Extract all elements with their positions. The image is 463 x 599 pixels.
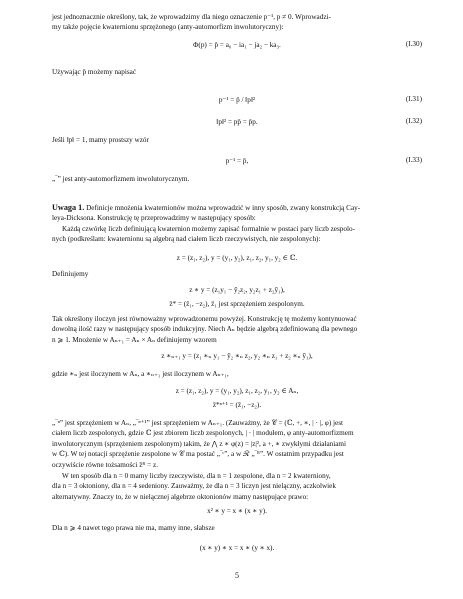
equation-i32: ‖p‖² = pp̄ = p̄p.	[216, 118, 258, 126]
page-number: 5	[235, 571, 239, 580]
equation-inductive-conjugate: z̄*ⁿ⁺¹ = (z̄₁, −z₂).	[212, 401, 262, 409]
paragraph-3: Jeśli ‖p‖ = 1, mamy prostszy wzór	[52, 136, 149, 144]
paragraph-6	[52, 314, 422, 345]
equation-tag-i31: (I.31)	[405, 95, 422, 103]
text-line: leya-Dicksona. Konstrukcję tę przeprowadzimy w następujący sposób:	[52, 214, 256, 223]
equation-i31: p⁻¹ = p̄ / ‖p‖²	[218, 96, 256, 104]
equation-tag-i33: (I.33)	[405, 156, 422, 164]
equation-conjugate: z̄* = (z̄₁, −z₂), z̄₁ jest sprzężeniem zespolonym.	[169, 300, 305, 308]
text-line: oczywiście równe tożsamości z̄ᴿ = z.	[52, 460, 158, 469]
text-line: my także pojęcie kwaternionu sprzężonego (anty-automorfizm inwolutoryczny):	[52, 23, 284, 32]
paragraph-5: Definiujemy	[52, 270, 89, 278]
equation-inductive-product: z ∗ₙ₊₁ y = (z₁ ∗ₙ y₁ − ȳ₂ ∗ₙ z₂, y₂ ∗ₙ z₁ + z₂ ∗ₙ ȳ₁),	[161, 352, 313, 360]
equation-i33: p⁻¹ = p̄,	[225, 157, 249, 165]
remark-line: Uwaga 1. Definicje mnożenia kwaternionów można wprowadzić w inny sposób, zwany konstrukcją Cay-	[52, 203, 361, 212]
text-line: Tak określony iloczyn jest równoważny wprowadzonemu powyżej. Konstrukcję tę możemy kontynuować	[52, 315, 357, 323]
text-line: inwolutorycznym (sprzężeniem zespolonym) takim, że ⋀ z ∗ φ(z) = |z|², a +, ∗ zwykłymi działaniami	[52, 439, 347, 448]
equation-i30: Φ(p) = p̄ = a₀ − ia₁ − ja₂ − ka₃.	[193, 41, 281, 49]
text-line: Każdą czwórkę liczb definiującą kwaternion możemy zapisać formalnie w postaci pary liczb zespolo-	[62, 224, 355, 233]
equation-pair-def: z = (z₁, z₂), y = (y₁, y₂), z₁, z₂, y₁, y₂ ∈ ℂ.	[176, 254, 298, 262]
paragraph-10: Dla n ⩾ 4 nawet tego prawa nie ma, mamy inne, słabsze	[52, 524, 215, 532]
text-line: dla n = 3 oktoniony, dla n = 4 sedeniony. Zauważmy, że dla n = 3 liczyn jest nielączny, aczkolwiek	[52, 482, 336, 491]
paragraph-1	[52, 12, 422, 33]
equation-alternative-law: x² ∗ y = x ∗ (x ∗ y).	[207, 507, 267, 515]
text-line: W ten sposób dla n = 0 mamy liczby rzeczywiste, dla n = 1 zespolone, dla n = 2 kwaterniony,	[62, 472, 331, 480]
equation-tag-i30: (I.30)	[405, 40, 422, 48]
equation-product: z ∗ y = (z₁y₁ − ȳ₂z₂, y₂z₁ + z₂ȳ₁),	[189, 286, 285, 294]
remark-block	[52, 203, 422, 245]
paragraph-8	[52, 418, 422, 470]
paragraph-7: gdzie ∗ₙ jest iloczynem w Aₙ, a ∗ₙ₊₁ jest iloczynem w Aₙ₊₁,	[52, 370, 229, 378]
document-page	[52, 0, 422, 599]
text-line: dowolną ilość razy w następujący sposób indukcyjny. Niech Aₙ będzie algebrą zdefiniowaną dla pewnego	[52, 325, 358, 334]
paragraph-2: Używając p̄ możemy napisać	[52, 68, 137, 76]
paragraph-4: „‾” jest anty-automorfizmem inwolutorycznym.	[52, 175, 190, 183]
text-line: „‾ⁿ” jest sprzężeniem w Aₙ, „‾ⁿ⁺¹” jest sprzężeniem w Aₙ₊₁. (Zauważmy, że 𝒞 = (ℂ, +, ∗, | · |, φ) jest	[52, 419, 343, 427]
text-line: ciałem liczb zespolonych, gdzie ℂ jest zbiorem liczb zespolonych, | · | modułem, φ anty-automorfizmem	[52, 429, 354, 438]
remark-title: Uwaga 1.	[52, 203, 85, 212]
equation-flexible-law: (x ∗ y) ∗ x = x ∗ (y ∗ x).	[199, 544, 275, 552]
text-line: alternatywny. Znaczy to, że w nielącznej algebrze oktonionów mamy następujące prawo:	[52, 492, 309, 501]
equation-tag-i32: (I.32)	[405, 117, 422, 125]
text-line: nych (podkreślam: kwaternionu są algebrą nad ciałem liczb rzeczywistych, nie zespolonych):	[52, 235, 321, 244]
equation-elements: z = (z₁, z₂), y = (y₁, y₂), z₁, z₂, y₁, y₂ ∈ Aₙ,	[175, 387, 299, 395]
paragraph-9	[52, 471, 422, 502]
text-line: n ⩾ 1. Mnożenie w Aₙ₊₁ = Aₙ × Aₙ definiujemy wzorem	[52, 335, 217, 344]
text-line: w ℂ). W tej notacji sprzężenie zespolone w 𝒞 ma postać „‾ᶜ”, a w ℛ „‾ᴿ”. W ostatnim przypadku jest	[52, 450, 344, 459]
text-line: jest jednoznacznie określony, tak, że wprowadzimy dla niego oznaczenie p⁻¹, p ≠ 0. Wprowadzi-	[52, 13, 331, 21]
